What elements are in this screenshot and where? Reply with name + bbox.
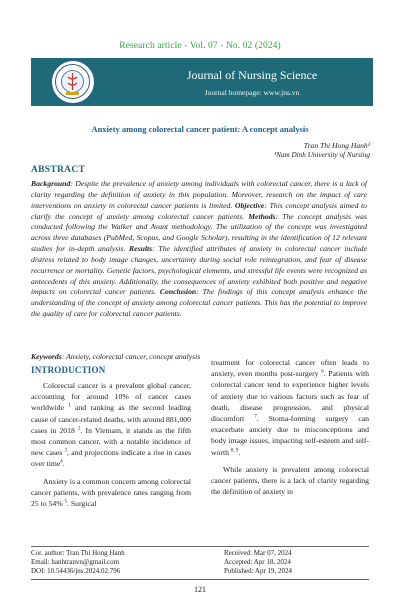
received-date: Received: Mar 07, 2024 — [224, 549, 292, 557]
intro-paragraph-1: Colorectal cancer is a prevalent global cancer, accounting for around 10% of cancer cases worldwide $^1$ and ranking as the second leading cause of cancer-related deaths, with around 881,000 cases in 2018 $^2$. In Vietnam, it stands as the fifth most common cancer, with a notable incidence of new cases $^3$, and projections indicate a rise in cases over time$^4$. — [31, 381, 192, 469]
doi[interactable]: DOI: 10.54436/jns.2024.02.796 — [31, 567, 121, 576]
conclusion-label: Conclusion — [159, 287, 197, 297]
corresponding-author: Cor. author: Tran Thi Hong Hanh — [31, 549, 125, 557]
ref-5[interactable]: 5 — [64, 499, 68, 505]
keywords-line — [31, 352, 200, 361]
intro-paragraph-2-cont: treatment for colorectal cancer often leads to anxiety, even months post-surgery $^6$. Patients with colorectal cancer tend to experience higher levels of anxiety due to various factors such as fear of death, disease progression, and physical discomfort $^7$. Stoma-forming surgery can exacerbate anxiety due to misconceptions and body image issues, impacting self-esteem and self-worth $^{8, 9}$. — [211, 358, 369, 457]
objective-label: Objective — [234, 200, 265, 210]
journal-name: Journal of Nursing Science — [186, 68, 318, 82]
introduction-heading: INTRODUCTION — [31, 365, 106, 375]
footer-right — [224, 549, 292, 577]
abstract-body — [31, 179, 367, 320]
results-text: : The identified attributes of anxiety in colorectal cancer include distress related to body image changes, uncertainty during social role reintegration, and fear of disease recurrence or mortality. Genetic factors, psychological elements, and stressful life events were recognized as antecedents of this anxiety. Additionally, the consequences of anxiety exhibited both positive and negative impacts on colorectal cancer patients. — [31, 244, 367, 297]
article-title: Anxiety among colorectal cancer patient: A concept analysis — [91, 124, 309, 134]
intro-paragraph-2: Anxiety is a common concern among colorectal cancer patients, with prevalence rates ranging from 25 to 54% $^5$. Surgical — [31, 476, 191, 509]
ref-2[interactable]: 2 — [77, 426, 81, 432]
ref-4[interactable]: 4 — [60, 459, 63, 465]
methods-label: Methods — [248, 211, 276, 221]
author-affiliation: ¹Nam Dinh University of Nursing — [274, 151, 370, 159]
author-email[interactable]: Email: hanhtranvn@gmail.com — [31, 558, 120, 567]
footer-rule-bottom — [31, 579, 369, 580]
results-label: Results — [129, 244, 153, 254]
intro-paragraph-3: While anxiety is prevalent among colorectal cancer patients, there is a lack of clarity regarding the definition of anxiety in — [211, 464, 369, 497]
author-name: Tran Thi Hong Hanh¹ — [303, 141, 370, 150]
intro-column-right — [211, 357, 369, 503]
journal-homepage[interactable]: Journal homepage: www.jns.vn — [204, 88, 300, 97]
page-number: 121 — [194, 585, 206, 594]
keywords-label: Keywords — [31, 352, 62, 361]
university-seal-logo — [51, 60, 95, 104]
objective-text: : This concept analysis aimed to clarify the concept of anxiety among colorectal cancer patients. — [31, 200, 367, 221]
methods-text: : The concept analysis was conducted following the Walker and Avant methodology. The utilization of the concept was investigated across three databases (PubMed, Scopus, and Google Scholar), resulting in the identification of 12 relevant studies for in-depth analysis. — [31, 211, 368, 254]
footer-rule-top — [31, 546, 369, 547]
accepted-date: Accepted: Apr 18, 2024 — [224, 558, 291, 567]
ref-3[interactable]: 3 — [64, 448, 68, 454]
seal-icon — [52, 61, 93, 102]
ref-7[interactable]: 7 — [254, 414, 257, 420]
ref-6[interactable]: 6 — [321, 369, 324, 375]
abstract-heading: ABSTRACT — [31, 165, 86, 175]
ref-8-9[interactable]: 8, 9 — [230, 448, 239, 454]
intro-column-left — [31, 380, 191, 515]
conclusion-text: : The findings of this concept analysis enhance the understanding of the concept of anxiety among colorectal cancer patients. This has the potential to improve the quality of care for colorectal cancer patients. — [31, 287, 367, 319]
keywords-text: : Anxiety, colorectal cancer, concept analysis — [61, 352, 201, 361]
footer-left — [31, 549, 125, 577]
published-date: Published: Apr 19, 2024 — [224, 567, 293, 576]
background-label: Background — [31, 179, 71, 188]
ref-1[interactable]: 1 — [68, 403, 71, 409]
series-line: Research article - Vol. 07 - No. 02 (2024) — [119, 41, 281, 51]
background-text: : Despite the prevalence of anxiety among individuals with colorectal cancer, there is a lack of clarity regarding the definition of anxiety in this population. Moreover, research on the impact of care interventions on anxiety in colorectal cancer patients is limited. — [31, 179, 367, 210]
